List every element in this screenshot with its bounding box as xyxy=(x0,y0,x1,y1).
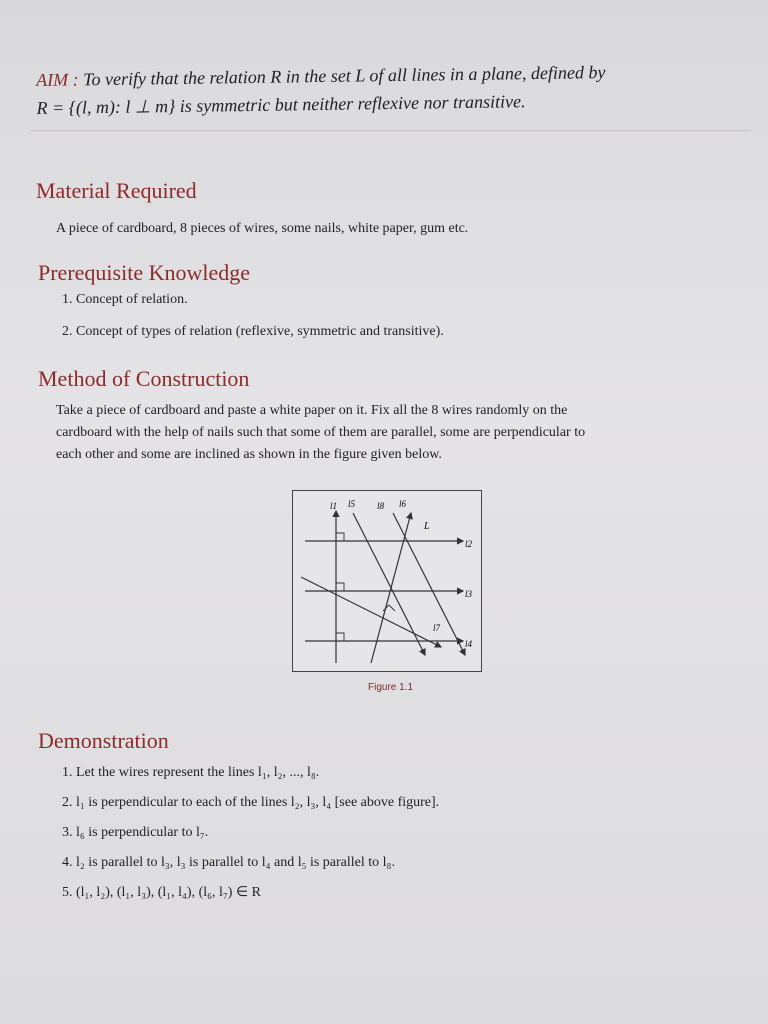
label-l5: l5 xyxy=(348,499,356,509)
line-l8 xyxy=(393,513,465,655)
method-heading: Method of Construction xyxy=(38,366,250,391)
demonstration-list xyxy=(62,758,439,908)
lines-diagram-svg xyxy=(293,491,481,671)
section-divider xyxy=(30,130,750,131)
right-angle-mark xyxy=(336,583,344,591)
demonstration-item: 2. l₁ is perpendicular to each of the lines l₂, l₃, l₄ [see above figure]. xyxy=(62,795,440,810)
prerequisite-item: 1. Concept of relation. xyxy=(62,292,188,307)
label-l4: l4 xyxy=(465,639,473,649)
method-line: Take a piece of cardboard and paste a white paper on it. Fix all the 8 wires randomly on the xyxy=(56,403,568,418)
method-line: each other and some are inclined as shown in the figure given below. xyxy=(56,447,442,462)
method-line: cardboard with the help of nails such that some of them are parallel, some are perpendicular to xyxy=(56,425,586,440)
label-l1: l1 xyxy=(330,501,338,511)
demonstration-item: 3. l₆ is perpendicular to l₇. xyxy=(62,825,209,840)
prerequisite-heading: Prerequisite Knowledge xyxy=(38,260,250,285)
figure-caption: Figure 1.1 xyxy=(368,682,414,693)
set-label: L xyxy=(424,521,430,532)
label-l3: l3 xyxy=(465,589,473,599)
aim-label: AIM : xyxy=(36,69,79,90)
prerequisite-item: 2. Concept of types of relation (reflexive, symmetric and transitive). xyxy=(62,324,444,339)
label-l6: l6 xyxy=(399,499,407,509)
line-l7 xyxy=(301,577,441,647)
right-angle-mark xyxy=(336,633,344,641)
label-l2: l2 xyxy=(465,539,473,549)
demonstration-heading: Demonstration xyxy=(38,728,169,753)
label-l7: l7 xyxy=(433,623,441,633)
prerequisite-list xyxy=(62,292,444,340)
aim-line-2: R = {(l, m): l ⊥ m} is symmetric but neither reflexive nor transitive. xyxy=(36,91,526,118)
figure-lines-diagram xyxy=(292,490,482,672)
aim-text-1: To verify that the relation R in the set L of all lines in a plane, defined by xyxy=(83,62,606,90)
demonstration-item: 4. l₂ is parallel to l₃, l₃ is parallel to l₄ and l₅ is parallel to l₈. xyxy=(62,855,395,870)
demonstration-item: 5. (l₁, l₂), (l₁, l₃), (l₁, l₄), (l₆, l₇) ∈ R xyxy=(62,885,261,900)
demonstration-item: 1. Let the wires represent the lines l₁, l₂, ..., l₈. xyxy=(62,765,320,780)
aim-statement xyxy=(36,57,717,122)
material-text: A piece of cardboard, 8 pieces of wires, some nails, white paper, gum etc. xyxy=(56,221,469,236)
method-text xyxy=(56,400,716,466)
right-angle-mark xyxy=(336,533,344,541)
label-l8: l8 xyxy=(377,501,385,511)
material-heading: Material Required xyxy=(36,178,197,203)
